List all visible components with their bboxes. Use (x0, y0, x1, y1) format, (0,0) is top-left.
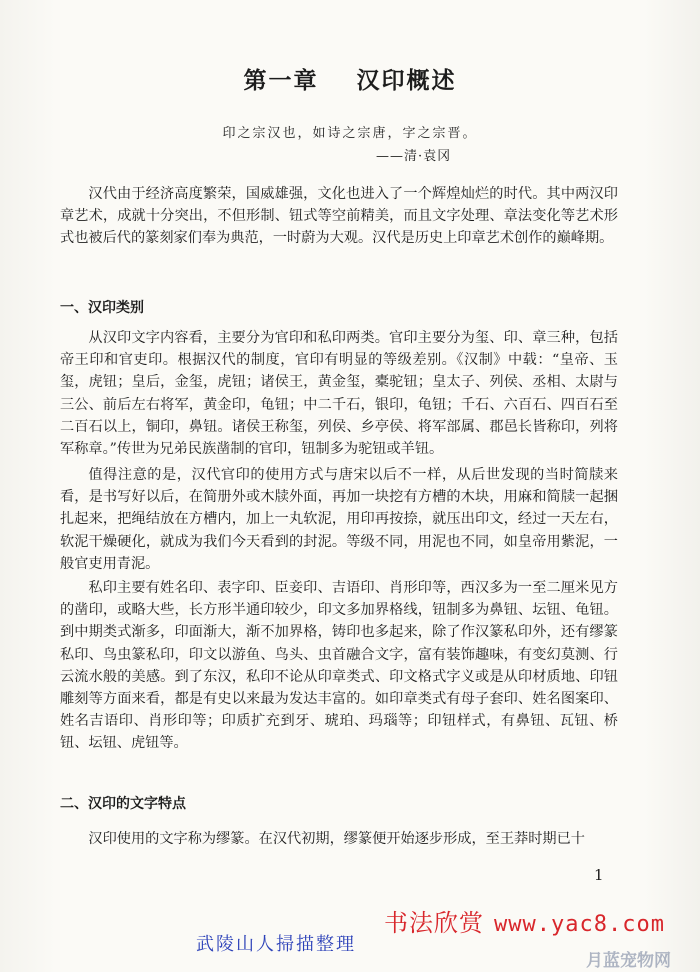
chapter-name: 汉印概述 (356, 68, 457, 94)
corner-watermark: 月蓝宠物网 (586, 951, 671, 971)
epigraph-attribution: ——清·袁冈 (376, 149, 452, 164)
scanner-credit: 武陵山人掃描整理 (196, 934, 356, 955)
chapter-title (0, 62, 700, 95)
section1-paragraph-1: 从汉印文字内容看，主要分为官印和私印两类。官印主要分为玺、印、章三种，包括帝王印和官吏印。根据汉代的制度，官印有明显的等级差别。《汉制》中载：“皇帝、玉玺，虎钮；皇后，金玺，虎钮；诸侯王，黄金玺，橐驼钮；皇太子、列侯、丞相、太尉与三公、前后左右将军，黄金印，龟钮；中二千石，银印，龟钮；千石、六百石、四百石至二百石以上，铜印，鼻钮。诸侯王称玺，列侯、乡亭侯、将军部属、郡邑长皆称印，列将军称章。”传世为兄弟民族凿制的官印，钮制多为驼钮或羊钮。 (60, 330, 618, 458)
site-watermark (384, 903, 665, 938)
intro-paragraph: 汉代由于经济高度繁荣，国威雄强，文化也进入了一个辉煌灿烂的时代。其中两汉印章艺术，成就十分突出，不但形制、钮式等空前精美，而且文字处理、章法变化等艺术形式也被后代的篆刻家们奉为典范，一时蔚为大观。汉代是历史上印章艺术创作的巅峰期。 (60, 186, 618, 247)
section2-paragraph: 汉印使用的文字称为缪篆。在汉代初期，缪篆便开始逐步形成，至王莽时期已十 (88, 831, 585, 847)
section1-paragraph-3: 私印主要有姓名印、表字印、臣妾印、吉语印、肖形印等，西汉多为一至二厘米见方的凿印，或略大些，长方形半通印较少，印文多加界格线，钮制多为鼻钮、坛钮、龟钮。到中期类式渐多，印面渐大，渐不加界格，铸印也多起来，除了作汉篆私印外，还有缪篆私印、鸟虫篆私印，印文以游鱼、鸟头、虫首融合文字，富有装饰趣味，有变幻莫测、行云流水般的美感。到了东汉，私印不论从印章类式、印文格式字义或是从印材质地、印钮雕刻等方面来看，都是有史以来最为发达丰富的。如印章类式有母子套印、姓名图案印、姓名吉语印、肖形印等；印质扩充到牙、琥珀、玛瑙等；印钮样式，有鼻钮、瓦钮、桥钮、坛钮、虎钮等。 (60, 580, 618, 752)
chapter-number: 第一章 (243, 68, 319, 94)
section1-heading: 一、汉印类别 (60, 300, 144, 316)
site-url: www.yac8.com (494, 912, 665, 937)
site-name: 书法欣赏 (384, 909, 484, 937)
section2-heading: 二、汉印的文字特点 (60, 796, 186, 812)
page-number: 1 (594, 866, 604, 884)
epigraph-text: 印之宗汉也，如诗之宗唐，字之宗晋。 (222, 126, 478, 141)
section1-paragraph-2: 值得注意的是，汉代官印的使用方式与唐宋以后不一样，从后世发现的当时简牍来看，是书写好以后，在简册外或木牍外面，再加一块挖有方槽的木块，用麻和简牍一起捆扎起来，把绳结放在方槽内，加上一丸软泥，用印再按捺，就压出印文，经过一天左右，软泥干燥硬化，就成为我们今天看到的封泥。等级不同，用泥也不同，如皇帝用紫泥，一般官吏用青泥。 (60, 467, 618, 572)
